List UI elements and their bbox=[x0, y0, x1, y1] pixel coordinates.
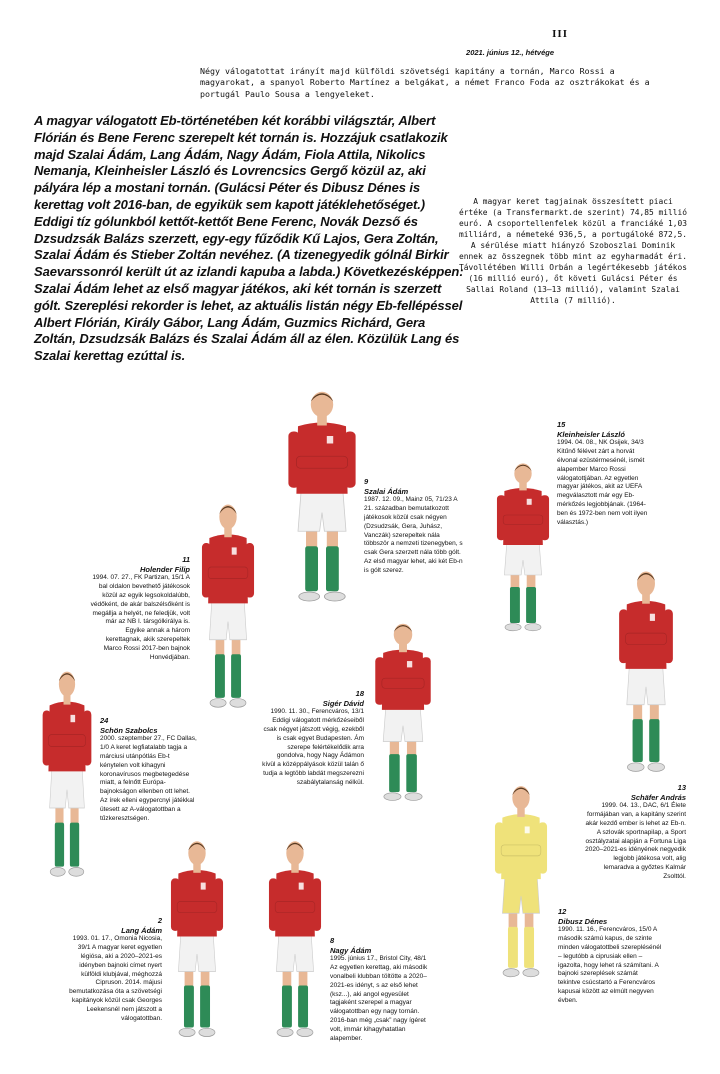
crossed-arms bbox=[626, 633, 667, 644]
head bbox=[59, 672, 75, 697]
boot-left bbox=[50, 867, 65, 876]
player-name: Schäfer András bbox=[630, 792, 686, 802]
head bbox=[311, 392, 333, 418]
crest bbox=[407, 661, 412, 667]
head bbox=[188, 841, 205, 865]
player-photo-lang bbox=[166, 835, 228, 1045]
player-name: Dibusz Dénes bbox=[558, 916, 608, 926]
dateline: 2021. június 12., hétvége bbox=[466, 48, 554, 57]
player-number: 15 bbox=[557, 420, 566, 429]
player-bio: 1994. 07. 27., FK Partizan, 15/1 A bal oldalon bevethető játékosok közül az egyik legsokoldalúbb, védőként, de akár balszélsőként is megállja a helyét, ne feledjük, volt már az NB I. társgólkirálya is. Egyike annak a három kerettagnak, akik szerepeltek Marco Rossi 2017-ben bajnok Honvédjában. bbox=[90, 573, 190, 662]
lead-paragraph: A magyar válogatott Eb-történetében két korábbi világsztár, Albert Flórián és Bene Ferenc szerepelt két tornán is. Hozzájuk csatlakozik majd Szalai Ádám, Lang Ádám, Nagy Ádám, Fiola Attila, Nikolics Nemanja, Kleinheisler László és Lovrencsics Gergő közül az, aki pályára lép a mostani tornán. (Gulácsi Péter és Dibusz Dénes is kerettag volt 2016-ban, de egyikük sem kapott játéklehetőséget.) Eddigi tíz gólunkból kettőt-kettőt Bene Ferenc, Novák Dezső és Dzsudzsák Balázs szerzett, egy-egy fűződik Kű Lajos, Gera Zoltán, Szalai Ádám és Stieber Zoltán nevéhez. (A tizenegyedik gólnál Birkir Saevarssonról került út az izlandi kapuba a labda.) Következésképpen: Szalai Ádám lehet az első magyar játékos, aki két tornán is szerzett gólt. Szereplési rekorder is lehet, az aktuális listán négy Eb-fellépéssel Albert Flórián, Király Gábor, Lang Ádám, Guzmics Richárd, Gera Zoltán, Dzsudzsák Balázs és Szalai Ádám áll az élen. Közülük Lang és Szalai kerettag ezúttal is. bbox=[34, 113, 464, 364]
caption-szalai bbox=[364, 478, 466, 576]
boot-right bbox=[297, 1028, 313, 1036]
crossed-arms bbox=[177, 902, 217, 913]
sock-left bbox=[389, 754, 400, 792]
player-name: Lang Ádám bbox=[121, 925, 162, 935]
intro-text: Négy válogatottat irányít majd külföldi szövetségi kapitány a tornán, Marco Rossi a magyarokat, a spanyol Roberto Martínez a belgákat, a német Franco Foda az osztrákokat és a portugál Paulo Sousa a lengyeleket. bbox=[200, 66, 650, 99]
player-bio: 1990. 11. 16., Ferencváros, 15/0 A második számú kapus, de szinte minden válogatottbeli szereplésénél – legutóbb a ciprusiak ellen – igazolta, hogy lehet rá számítani. A bajnoki szereplések számát tekintve csúcstartó a Ferencváros kapusai között az elmúlt negyven évben. bbox=[558, 925, 662, 1005]
shorts bbox=[504, 542, 541, 575]
crossed-arms bbox=[296, 456, 347, 468]
head bbox=[394, 624, 412, 646]
crest bbox=[525, 826, 530, 833]
sock-left bbox=[184, 986, 194, 1028]
crossed-arms bbox=[503, 515, 543, 525]
sock-left bbox=[282, 986, 292, 1028]
crest bbox=[232, 547, 237, 554]
crest bbox=[527, 499, 532, 505]
player-bio: 1999. 04. 13., DAC, 6/1 Élete formájában van, a kapitány szerint akár kezdő ember is lehet az Eb-n. A szlovák sportnapilap, a Sport osztályzatai alapján a Fortuna Liga 2020–2021-es idényének negyedik legjobb játékosa volt, alig lemaradva a győztes Kalmár Zsolttól. bbox=[585, 801, 686, 881]
shorts bbox=[502, 876, 539, 914]
boot-right bbox=[648, 763, 665, 772]
sock-left bbox=[510, 587, 520, 623]
player-photo-nagy bbox=[264, 835, 326, 1045]
player-bio: 1994. 04. 08., NK Osijek, 34/3 Kitűnő félévet zárt a horvát élvonal ezüstérmesénél, ismét alapember Marco Rossi válogatottjában. Az egyetlen magyar játékos, akit az UEFA megválasztott már egy Eb-mérkőzés legjobbjának. (1964-ben és 1972-ben nem volt ilyen választás.) bbox=[557, 438, 648, 527]
boot-left bbox=[384, 793, 401, 801]
sock-right bbox=[298, 986, 308, 1028]
sock-left bbox=[215, 654, 225, 698]
sock-right bbox=[70, 823, 79, 867]
caption-dibusz bbox=[558, 908, 662, 1006]
sidebar-market-value: A magyar keret tagjainak összesített piaci értéke (a Transfermarkt.de szerint) 74,85 millió euró. A csoportellenfelek közül a franciáké 1,03 milliárd, a németeké 936,5, a portugáloké 872,5. A sérülése miatt hiányzó Szoboszlai Dominik ennek az összegnek több mint az egyharmadát éri. Távollétében Willi Orbán a legértékesebb játékos (16 millió euró), őt követi Gulácsi Péter és Sallai Roland (13–13 millió), valamint Szalai Attila (7 millió). bbox=[458, 197, 688, 305]
player-number: 11 bbox=[182, 555, 190, 564]
boot-right bbox=[199, 1028, 215, 1036]
player-photo-kleinheisler bbox=[492, 458, 554, 638]
player-photo-dibusz bbox=[490, 780, 552, 985]
head bbox=[514, 463, 531, 483]
shorts bbox=[209, 600, 246, 640]
sock-right bbox=[406, 754, 417, 792]
sock-right bbox=[649, 719, 659, 762]
sock-left bbox=[55, 823, 64, 867]
boot-left bbox=[503, 969, 519, 977]
crossed-arms bbox=[382, 678, 424, 688]
player-number: 2 bbox=[157, 916, 162, 925]
player-bio: 1995. június 17., Bristol City, 48/1 Az egyetlen kerettag, aki második vonalbeli klubban töltötte a 2020–2021-es idényt, s az első lehet (ksz...), aki angol egyesület tagjaként szerepel a magyar válogatottban egy nagy tornán. 2016-ban még „csak” nagy ígéret volt, immár kihagyhatatlan alapember. bbox=[330, 954, 428, 1043]
boot-right bbox=[523, 969, 539, 977]
player-name: Sigér Dávid bbox=[322, 698, 364, 708]
sock-right bbox=[524, 927, 534, 968]
player-bio: 1987. 12. 09., Mainz 05, 71/23 A 21. században bemutatkozott játékosok közül csak négyen (Dzsudzsák, Gera, Juhász, Vanczák) szerepeltek nála többször a nemzeti tizenegyben, s csak Gera szerzett nála több gólt. Az első magyar lehet, aki két Eb-n is gólt szerez. bbox=[364, 495, 463, 575]
player-number: 13 bbox=[677, 783, 686, 792]
caption-nagy bbox=[330, 937, 432, 1044]
shorts bbox=[276, 933, 313, 972]
boot-right bbox=[230, 699, 246, 708]
player-number: 24 bbox=[100, 716, 109, 725]
boot-left bbox=[505, 624, 521, 631]
crest bbox=[650, 614, 655, 621]
boot-right bbox=[69, 867, 84, 876]
player-name: Nagy Ádám bbox=[330, 945, 372, 955]
player-bio: 2000. szeptember 27., FC Dallas, 1/0 A keret legfiatalabb tagja a márciusi utánpótlás Eb-t kénytelen volt kihagyni koronavírusos megbetegedése miatt, a felnőtt Európa-bajnokságon ellenben ott lehet. Az írek elleni egypercnyi játékkal ütesett az A-válogatottban a tűzkeresztségen. bbox=[100, 734, 197, 823]
player-name: Schön Szabolcs bbox=[100, 725, 158, 735]
page-number: III bbox=[552, 28, 568, 40]
sock-right bbox=[231, 654, 241, 698]
head bbox=[286, 841, 303, 865]
sock-right bbox=[526, 587, 536, 623]
player-number: 12 bbox=[558, 907, 567, 916]
boot-left bbox=[277, 1028, 293, 1036]
caption-holender bbox=[88, 556, 190, 663]
boot-left bbox=[299, 592, 320, 601]
crossed-arms bbox=[208, 567, 248, 579]
crossed-arms bbox=[48, 735, 85, 747]
head bbox=[637, 571, 655, 595]
sock-left bbox=[633, 719, 643, 762]
caption-siger bbox=[262, 690, 364, 788]
caption-schafer bbox=[582, 784, 686, 882]
crest bbox=[299, 883, 304, 890]
crossed-arms bbox=[275, 902, 315, 913]
sock-left bbox=[305, 546, 318, 591]
crossed-arms bbox=[501, 845, 541, 856]
player-photo-siger bbox=[370, 618, 436, 808]
player-name: Szalai Ádám bbox=[364, 486, 409, 496]
sock-right bbox=[200, 986, 210, 1028]
crest bbox=[327, 436, 333, 444]
head bbox=[219, 505, 236, 530]
crest bbox=[201, 883, 206, 890]
player-photo-szalai bbox=[282, 385, 362, 610]
player-name: Holender Filip bbox=[139, 564, 190, 574]
sock-left bbox=[508, 927, 518, 968]
boot-right bbox=[324, 592, 345, 601]
shorts bbox=[298, 490, 346, 531]
player-bio: 1993. 01. 17., Omonia Nicosia, 39/1 A magyar keret egyetlen légiósa, aki a 2020–2021-es idényben bajnoki címet nyert külföldi klubjával, méghozzá Cipruson. 2014. májusi bemutatkozása óta a szövetségi kapitányok közül csak Georges Leekensnél nem játszott a válogatottban. bbox=[69, 934, 162, 1023]
caption-kleinheisler bbox=[557, 421, 655, 528]
boot-left bbox=[210, 699, 226, 708]
caption-lang bbox=[60, 917, 162, 1024]
boot-right bbox=[405, 793, 422, 801]
player-photo-schafer bbox=[614, 565, 678, 780]
shorts bbox=[627, 665, 665, 704]
head bbox=[512, 786, 529, 809]
player-name: Kleinheisler László bbox=[557, 429, 625, 439]
caption-schon bbox=[100, 717, 198, 824]
player-photo-schon bbox=[38, 665, 96, 885]
boot-left bbox=[179, 1028, 195, 1036]
shorts bbox=[383, 707, 423, 742]
boot-left bbox=[627, 763, 644, 772]
crest bbox=[70, 715, 75, 722]
player-bio: 1990. 11. 30., Ferencváros, 13/1 Eddigi válogatott mérkőzéseiből csak négyet játszott végig, ezekből is csak egyet Budapesten. Ám szerepe felértékelődik arra gondolva, hogy Nagy Ádámon kívül a középpályások közül talán ő tudja a legtöbb labdát megszerezni szabálytalanság nélkül. bbox=[262, 707, 364, 787]
shorts bbox=[50, 768, 85, 808]
sock-right bbox=[326, 546, 339, 591]
player-number: 18 bbox=[355, 689, 364, 698]
boot-right bbox=[525, 624, 541, 631]
player-number: 9 bbox=[364, 477, 369, 486]
player-number: 8 bbox=[330, 936, 335, 945]
player-photo-holender bbox=[197, 498, 259, 716]
shorts bbox=[178, 933, 215, 972]
